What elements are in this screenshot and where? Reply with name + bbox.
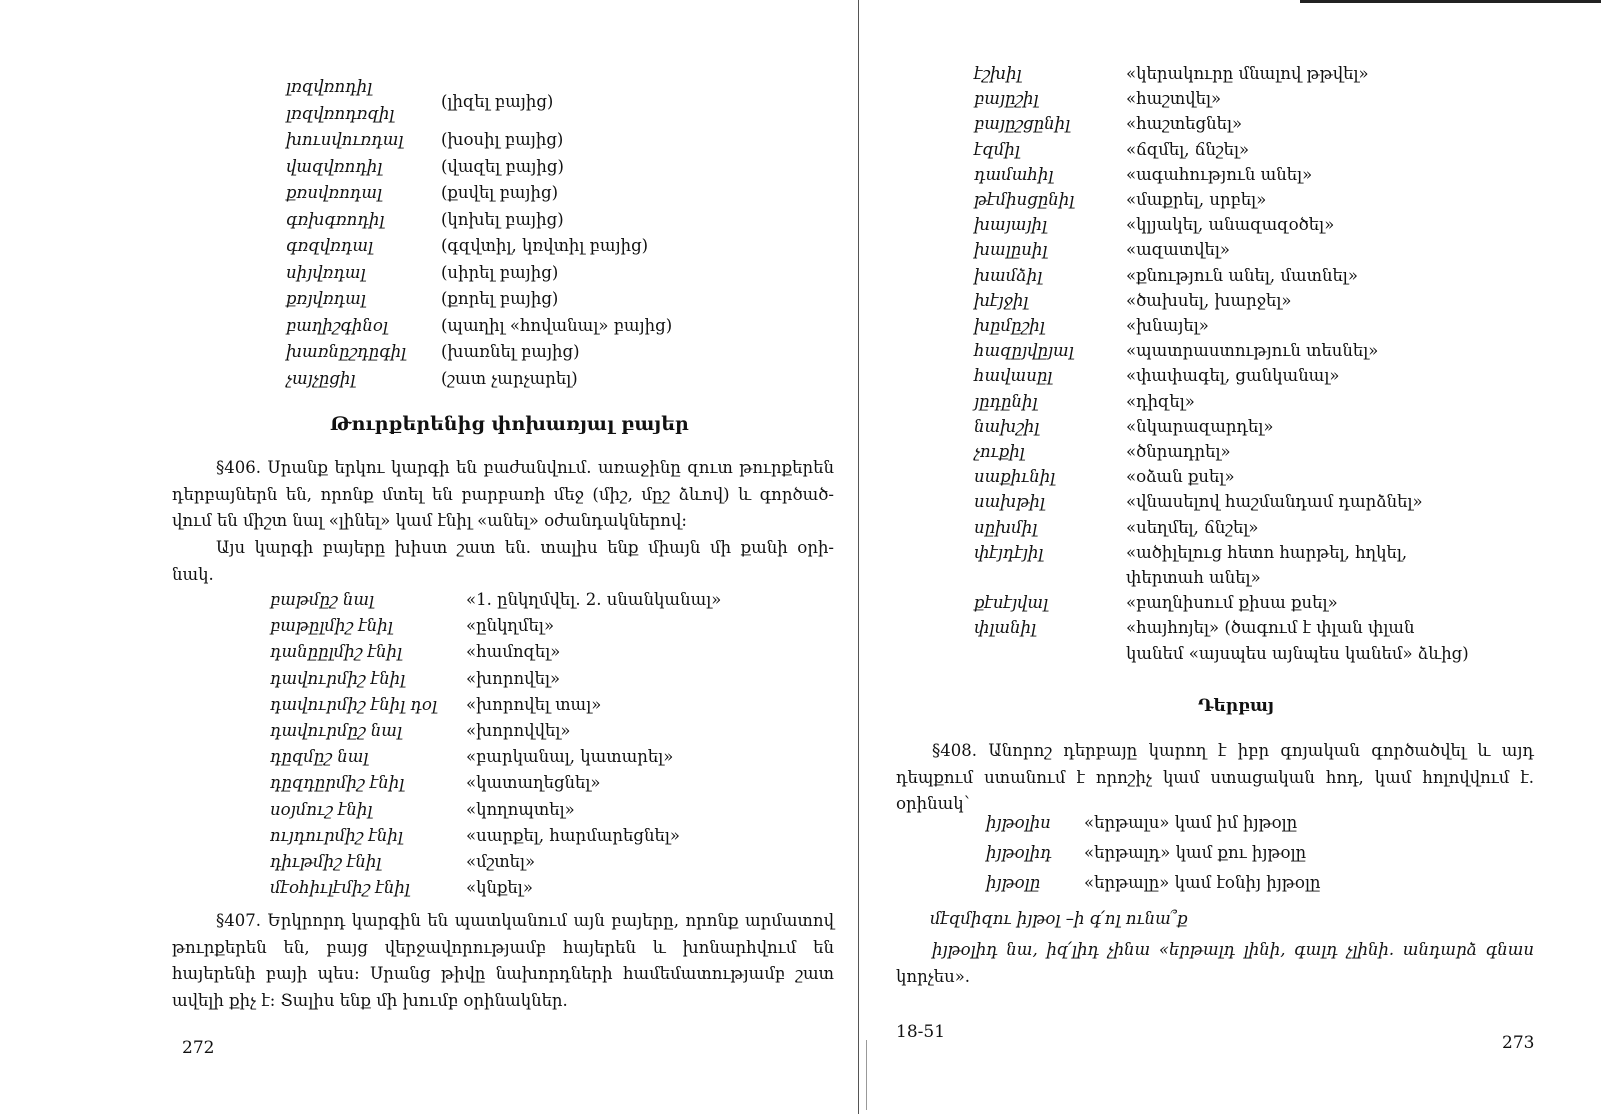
vocab-row (974, 215, 1574, 239)
vocab-term: դավուրմիշ էնիլ (270, 668, 406, 688)
vocab-gloss: «փափագել, ցանկանալ» (1126, 366, 1340, 386)
vocab-row (286, 263, 886, 287)
vocab-row (286, 369, 886, 393)
vocab-row (270, 669, 870, 693)
vocab-row (986, 873, 1586, 897)
vocab-gloss: «ծնրադրել» (1126, 442, 1231, 461)
paragraph-line: §408. Անորոշ դերբայը կարող է իբր գոյական գործածվել և այդ (932, 741, 1534, 760)
vocab-row (974, 417, 1574, 441)
vocab-gloss: «համոզել» (466, 642, 561, 662)
vocab-term: մէօհիւլէմիշ էնիլ (270, 878, 410, 898)
vocab-gloss: «սեղմել, ճնշել» (1126, 517, 1259, 537)
vocab-row (286, 210, 886, 234)
vocab-gloss: «մաքրել, սրբել» (1126, 190, 1267, 209)
closing-paragraph (896, 937, 1534, 990)
vocab-term: բայըշցընիլ (974, 114, 1071, 134)
vocab-gloss: «ճզմել, ճնշել» (1126, 139, 1250, 159)
vocab-gloss: «օձան քսել» (1126, 467, 1235, 487)
vocab-gloss: (շատ չարչարել) (441, 368, 578, 388)
vocab-term: լռզվռոդիլ (286, 77, 373, 96)
paragraph-line: օրինակ՝ (896, 794, 970, 813)
vocab-row (286, 91, 886, 128)
vocab-gloss: (խօսիլ բայից) (441, 130, 564, 149)
vocab-term: դանըըլմիշ էնիլ (270, 642, 402, 662)
vocab-term: խառնըշդըգիլ (286, 342, 407, 361)
vocab-term: յըդընիլ (974, 391, 1038, 411)
page-number-left: 272 (182, 1038, 215, 1058)
vocab-row (986, 843, 1586, 867)
vocab-term: դըզմըշ նալ (270, 747, 369, 767)
vocab-term: խամձիլ (974, 265, 1043, 285)
paragraph-406 (172, 455, 834, 535)
vocab-term: բաթմըշ նալ (270, 590, 375, 609)
right-page (862, 0, 1601, 1114)
vocab-row (974, 316, 1574, 340)
vocab-term: բաթըլմիշ էնիլ (270, 616, 393, 636)
vocab-gloss: «հաշտեցնել» (1126, 114, 1243, 134)
vocab-term: սըխմիլ (974, 517, 1038, 537)
vocab-row (286, 130, 886, 154)
vocab-row (974, 114, 1574, 138)
vocab-term: խայայիլ (974, 215, 1048, 235)
vocab-gloss: «խորովել» (466, 668, 561, 688)
vocab-term: ույդուրմիշ էնիլ (270, 825, 403, 845)
vocab-row (270, 616, 870, 640)
signature-mark: 18-51 (896, 1022, 946, 1042)
vocab-term: սօյմուշ էնիլ (270, 799, 373, 819)
vocab-gloss: «վնասելով հաշմանդամ դարձնել» (1126, 492, 1423, 512)
paragraph-407 (172, 908, 834, 1014)
vocab-row (286, 342, 886, 366)
vocab-row (270, 642, 870, 666)
vocab-gloss: «նկարազարդել» (1126, 416, 1274, 436)
vocab-row (270, 773, 870, 797)
vocab-row (974, 64, 1574, 88)
vocab-row (974, 291, 1574, 315)
vocab-term: գռխգռոդիլ (286, 209, 385, 229)
vocab-gloss: (խառնել բայից) (441, 342, 580, 361)
vocab-term: դըզդըրմիշ էնիլ (270, 773, 405, 793)
vocab-gloss: «երթալս» կամ իմ իյթօլը (1084, 813, 1298, 832)
paragraph-line: §407. Երկրորդ կարգին են պատկանում այն բայերը, որոնք արմատով (216, 911, 834, 930)
vocab-row (974, 518, 1574, 542)
vocab-gloss: «խնայել» (1126, 316, 1209, 335)
vocab-row (286, 183, 886, 207)
vocab-term: քէսէյվալ (974, 593, 1049, 613)
vocab-gloss: «հաշտվել» (1126, 89, 1222, 109)
vocab-gloss: «խորովել տալ» (466, 694, 602, 714)
vocab-gloss: «կատաղեցնել» (466, 773, 601, 793)
vocab-gloss: «կողոպտել» (466, 799, 575, 819)
paragraph-line: դերբայներն են, որոնք մտել են բարբառի մեջ (միշ, մըշ ձևով) և գործած- (172, 484, 834, 504)
vocab-row (974, 165, 1574, 189)
vocab-row (974, 543, 1574, 567)
vocab-term: չայչըցիլ (286, 368, 356, 388)
vocab-row (286, 77, 886, 101)
vocab-gloss: «կերակուրը մնալով թթվել» (1126, 64, 1369, 83)
vocab-row (270, 800, 870, 824)
vocab-gloss: «կնքել» (466, 878, 533, 898)
vocab-row (974, 366, 1574, 390)
vocab-row (974, 240, 1574, 264)
vocab-row (974, 593, 1574, 617)
vocab-term: դավուրմըշ նալ (270, 721, 402, 740)
vocab-row (974, 467, 1574, 491)
vocab-gloss: «սարքել, հարմարեցնել» (466, 825, 680, 845)
paragraph-406-continued (172, 535, 834, 588)
vocab-term: խալըսիլ (974, 240, 1048, 260)
page-number-right: 273 (1502, 1033, 1535, 1053)
vocab-gloss: (պաղիլ «հովանալ» բայից) (441, 315, 673, 335)
vocab-row (286, 316, 886, 340)
vocab-term: դիւթմիշ էնիլ (270, 852, 382, 871)
vocab-gloss: կանեմ «այսպես այնպես կանեմ» ձևից) (1126, 643, 1469, 663)
vocab-term: իյթօլիս (986, 813, 1051, 832)
vocab-term: բաղիշգինօլ (286, 315, 388, 335)
vocab-row (270, 590, 870, 614)
vocab-gloss: «հայհոյել» (ծագում է փլան փլան (1126, 618, 1415, 638)
vocab-term: խէյջիլ (974, 290, 1029, 310)
paragraph-line: կորչես». (896, 966, 971, 986)
vocab-gloss: «երթալդ» կամ քու իյթօլը (1084, 843, 1307, 862)
paragraph-line: թուրքերեն են, բայց վերջավորությամբ հայերեն և խոնարհվում են (172, 937, 834, 957)
vocab-term: խուսվուռդալ (286, 130, 404, 149)
example-sentence: մէզմիզու իյթօլ –ի գ՛ոլ ունա՞ք (930, 909, 1188, 928)
vocab-row (270, 826, 870, 850)
vocab-gloss: «երթալը» կամ էօնիյ իյթօլը (1084, 873, 1321, 892)
vocab-row (974, 89, 1574, 113)
vocab-row (974, 266, 1574, 290)
vocab-gloss: «կլյակել, անազազօծել» (1126, 215, 1335, 235)
section-heading-participle: Դերբայ (1198, 696, 1274, 716)
vocab-term: խըմըշիլ (974, 316, 1045, 335)
vocab-row (286, 236, 886, 260)
paragraph-line: §406. Սրանք երկու կարգի են բաժանվում. առաջինը զուտ թուրքերեն (216, 458, 834, 477)
vocab-term: թէմիսցընիլ (974, 190, 1075, 209)
vocab-term: լռզվռոդռզիլ (286, 103, 395, 123)
vocab-row (270, 721, 870, 745)
vocab-term: քռյվռդալ (286, 289, 366, 308)
vocab-term: իյթօլը (986, 873, 1041, 892)
vocab-term: դամահիլ (974, 164, 1054, 184)
vocab-term: իյթօլիդ (986, 843, 1052, 862)
vocab-gloss: «ածիլելուց հետո հարթել, հղկել, (1126, 542, 1408, 562)
paragraph-408 (896, 738, 1534, 818)
vocab-term: սախթիլ (974, 492, 1045, 512)
vocab-gloss: «բարկանալ, կատարել» (466, 747, 674, 767)
vocab-term: վազվռոդիլ (286, 156, 383, 176)
vocab-term: սաքիւնիլ (974, 467, 1056, 487)
vocab-gloss: «խորովվել» (466, 721, 571, 740)
paragraph-line: Այս կարգի բայերը խիստ շատ են. տալիս ենք միայն մի քանի օրի- (216, 538, 834, 557)
vocab-gloss: (կոխել բայից) (441, 209, 564, 229)
vocab-gloss: «քնություն անել, մատնել» (1126, 265, 1358, 285)
section-heading-turkic-verbs: Թուրքերենից փոխառյալ բայեր (330, 413, 689, 435)
vocab-term: քռսվռոդալ (286, 183, 383, 202)
vocab-row (270, 878, 870, 902)
vocab-gloss: «ծախսել, խարջել» (1126, 290, 1292, 310)
vocab-gloss: (գզվտիլ, կռվտիլ բայից) (441, 236, 649, 255)
vocab-gloss: «դիզել» (1126, 391, 1195, 411)
vocab-gloss: «ագահություն անել» (1126, 164, 1313, 184)
paragraph-line: հայերենի բայի պես: Սրանց թիվը նախորդների համեմատությամբ շատ (172, 964, 834, 983)
vocab-row (974, 492, 1574, 516)
vocab-term: փլանիլ (974, 618, 1037, 638)
vocab-term: փէյդէյիլ (974, 542, 1044, 562)
vocab-row (270, 695, 870, 719)
vocab-row (974, 392, 1574, 416)
vocab-term: էզմիլ (974, 139, 1020, 159)
vocab-row (974, 644, 1574, 668)
vocab-gloss: (քորել բայից) (441, 289, 559, 308)
vocab-gloss: «1. ընկղմվել. 2. սնանկանալ» (466, 590, 722, 609)
paragraph-line: նակ. (172, 564, 214, 584)
vocab-row (974, 341, 1574, 365)
vocab-gloss: «ազատվել» (1126, 240, 1230, 260)
vocab-term: հավասըլ (974, 366, 1053, 386)
vocab-row (974, 190, 1574, 214)
vocab-row (986, 813, 1586, 837)
vocab-gloss: «մշտել» (466, 852, 536, 871)
vocab-term: նախշիլ (974, 416, 1040, 436)
vocab-term: հազըյվըյալ (974, 341, 1074, 361)
vocab-row (286, 289, 886, 313)
vocab-row (270, 852, 870, 876)
vocab-gloss: «ընկղմել» (466, 616, 555, 636)
vocab-row (974, 442, 1574, 466)
vocab-term: գռզվռդալ (286, 236, 374, 255)
vocab-row (270, 747, 870, 771)
vocab-gloss: «պատրաստություն տեսնել» (1126, 341, 1379, 361)
vocab-gloss: (սիրել բայից) (441, 262, 559, 282)
paragraph-line: վում են միշտ նալ «լինել» կամ էնիլ «անել» օժանդակներով: (172, 511, 687, 530)
vocab-gloss: փերտահ անել» (1126, 568, 1261, 587)
vocab-term: բայըշիլ (974, 89, 1039, 109)
vocab-row (974, 618, 1574, 642)
vocab-row (974, 568, 1574, 592)
vocab-term: չուքիլ (974, 442, 1025, 461)
paragraph-line: դեպքում ստանում է որոշիչ կամ ստացական հոդ, կամ հոլովվում է. (896, 767, 1534, 787)
vocab-term: սիյվռդալ (286, 262, 366, 282)
paragraph-line: իյթօլիդ նա, իզ՛լիդ չինա «երթալդ լինի, գալդ չլինի. անդարձ գնաս (932, 940, 1534, 959)
vocab-gloss: (վազել բայից) (441, 156, 564, 176)
paragraph-line: ավելի քիչ է: Տալիս ենք մի խումբ օրինակներ. (172, 990, 568, 1010)
vocab-term: դավուրմիշ էնիլ դօլ (270, 694, 437, 714)
vocab-gloss: (քսվել բայից) (441, 183, 559, 202)
vocab-term: էշխիլ (974, 64, 1022, 83)
vocab-row (286, 157, 886, 181)
vocab-gloss: «բաղնիսում քիսա քսել» (1126, 593, 1338, 613)
vocab-gloss: (լիզել բայից) (441, 91, 554, 111)
vocab-row (974, 140, 1574, 164)
